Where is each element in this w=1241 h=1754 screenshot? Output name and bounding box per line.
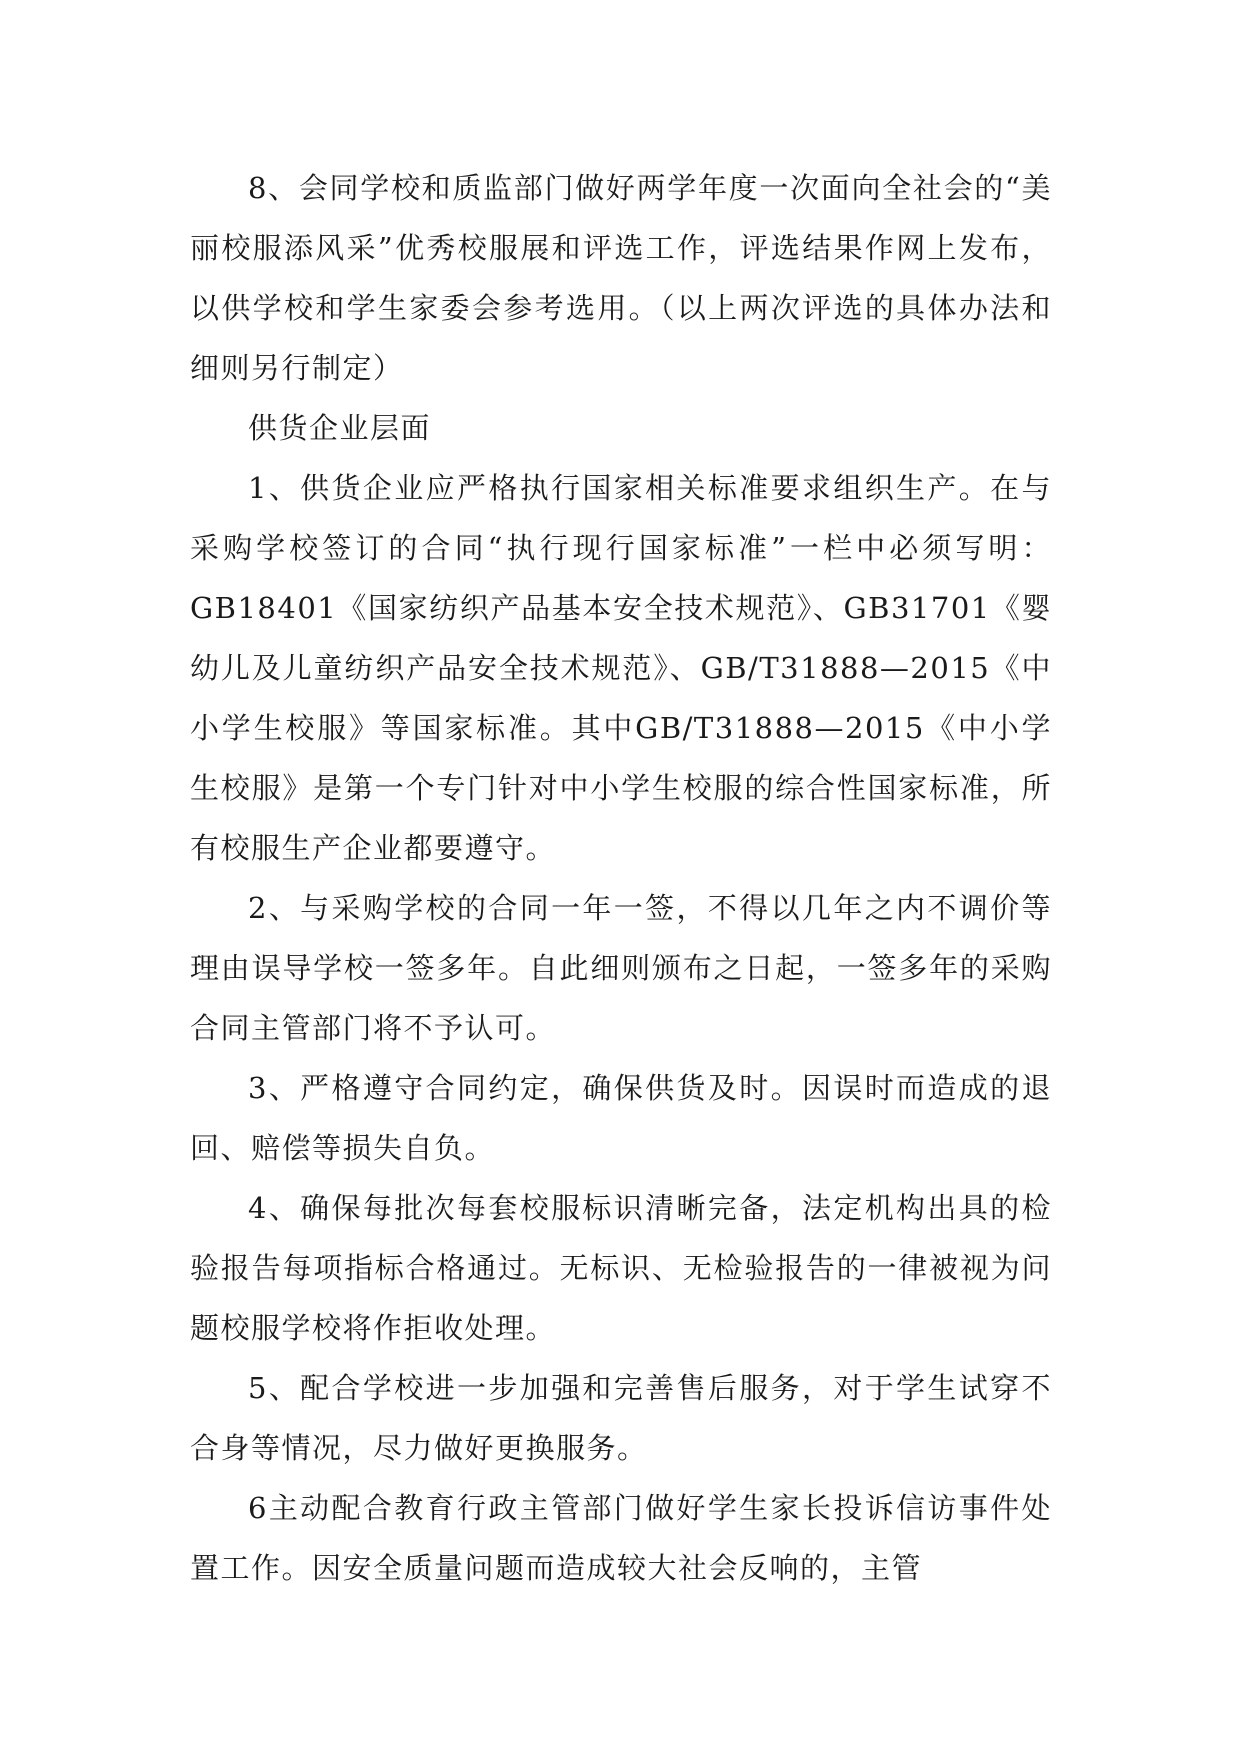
paragraph-supplier-3: 3、严格遵守合同约定，确保供货及时。因误时而造成的退回、赔偿等损失自负。 [190, 1071, 1052, 1165]
paragraph-supplier-5: 5、配合学校进一步加强和完善售后服务，对于学生试穿不合身等情况，尽力做好更换服务。 [190, 1371, 1052, 1465]
section-heading-supplier: 供货企业层面 [248, 411, 432, 445]
paragraph-supplier-4: 4、确保每批次每套校服标识清晰完备，法定机构出具的检验报告每项指标合格通过。无标识、无检验报告的一律被视为问题校服学校将作拒收处理。 [190, 1191, 1052, 1345]
document-body [190, 158, 1052, 1598]
paragraph-supplier-2: 2、与采购学校的合同一年一签，不得以几年之内不调价等理由误导学校一签多年。自此细则颁布之日起，一签多年的采购合同主管部门将不予认可。 [190, 891, 1052, 1045]
paragraph-supplier-1: 1、供货企业应严格执行国家相关标准要求组织生产。在与采购学校签订的合同“执行现行国家标准”一栏中必须写明：GB18401《国家纺织产品基本安全技术规范》、GB31701《婴幼儿及儿童纺织产品安全技术规范》、GB/T31888—2015《中小学生校服》等国家标准。其中GB/T31888—2015《中小学生校服》是第一个专门针对中小学生校服的综合性国家标准，所有校服生产企业都要遵守。 [190, 471, 1052, 865]
paragraph-supplier-6: 6主动配合教育行政主管部门做好学生家长投诉信访事件处置工作。因安全质量问题而造成较大社会反响的，主管 [190, 1491, 1052, 1585]
paragraph-8: 8、会同学校和质监部门做好两学年度一次面向全社会的“美丽校服添风采”优秀校服展和评选工作，评选结果作网上发布，以供学校和学生家委会参考选用。（以上两次评选的具体办法和细则另行制定） [190, 171, 1052, 385]
